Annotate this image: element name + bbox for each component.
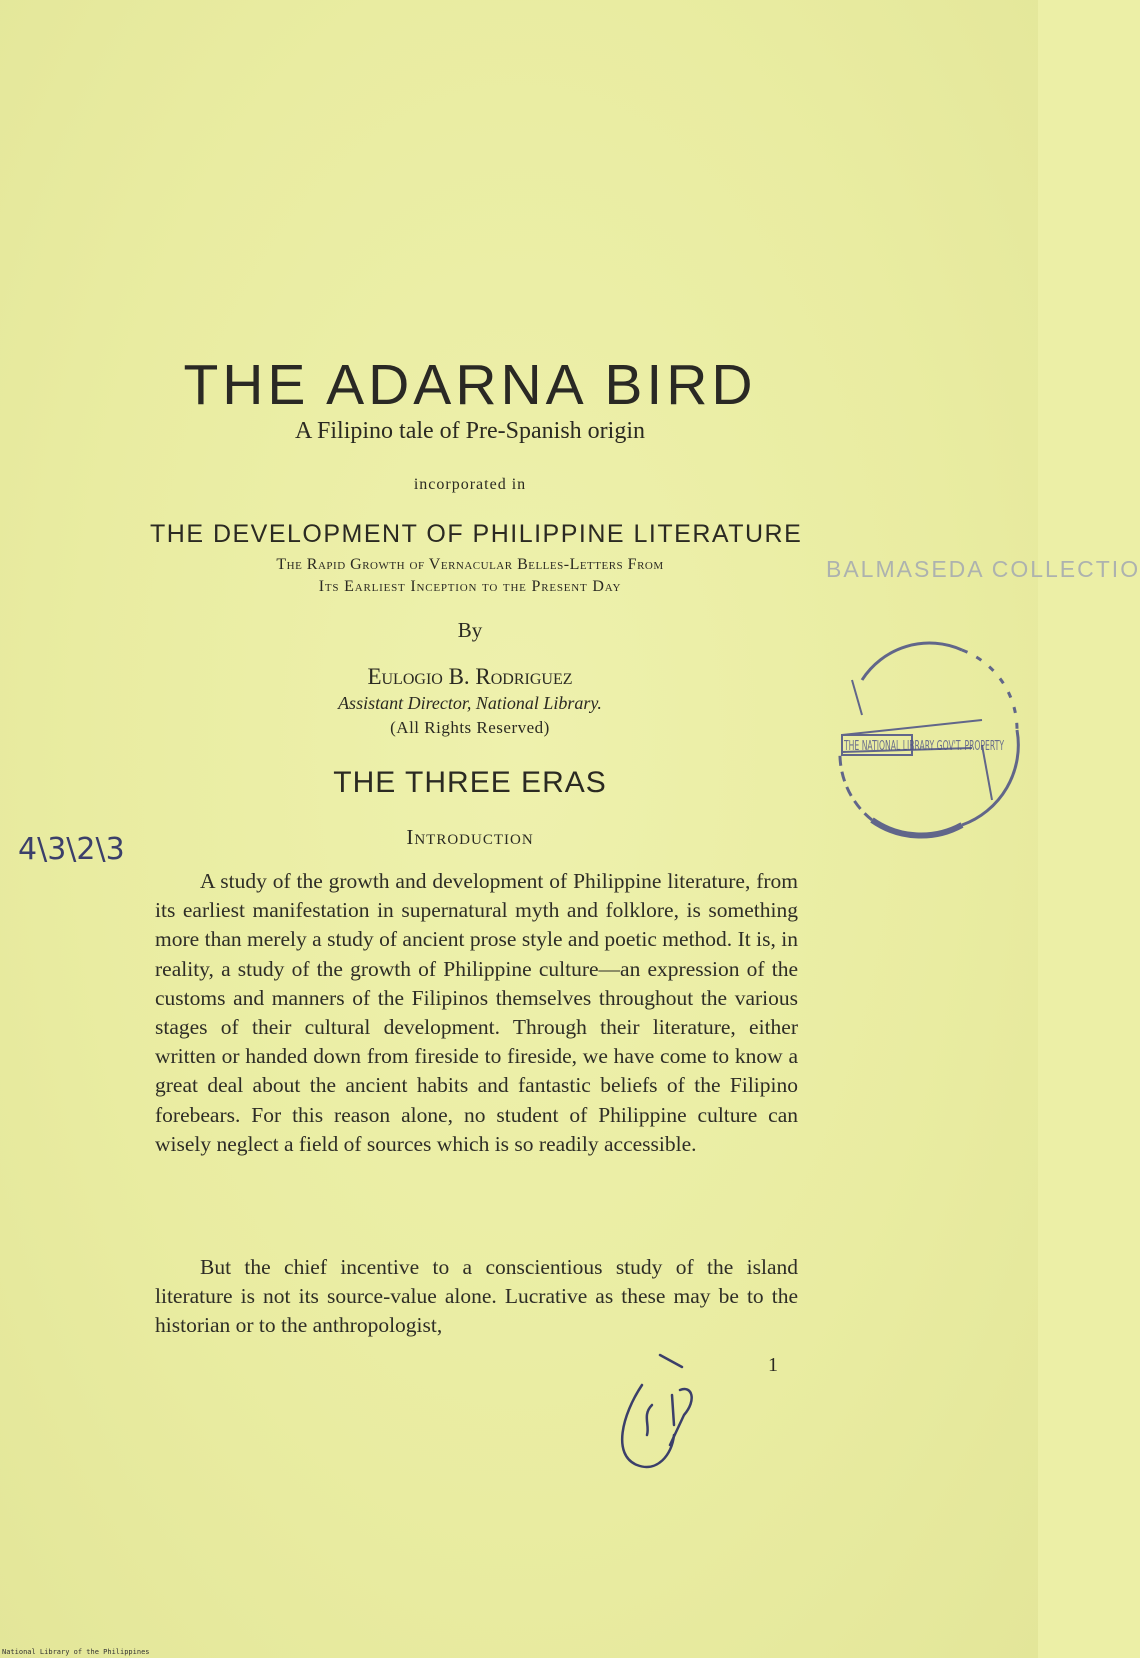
body-paragraph: But the chief incentive to a conscientious study of the island literature is not its source-value alone. Lucrative as these may be to the historian or to the anthropologist,: [155, 1255, 798, 1338]
seal-text: THE NATIONAL LIBRARY GOV'T. PROPERTY: [843, 739, 1005, 754]
body-paragraph: A study of the growth and development of Philippine literature, from its earliest manifestation in supernatural myth and folklore, is something more than merely a study of ancient prose style and poetic method. It is, in reality, a study of the growth of Philippine culture—an expression of the customs and manners of the Filipinos themselves throughout the various stages of their cultural development. Through their literature, either written or handed down from fireside to fireside, we have come to know a great deal about the ancient habits and fantastic beliefs of the Filipino forebears. For this reason alone, no student of Philippine culture can wisely neglect a field of sources which is so readily accessible.: [155, 869, 798, 1156]
by-label: By: [457, 618, 483, 642]
document-title: THE ADARNA BIRD: [183, 353, 757, 417]
collection-stamp: BALMASEDA COLLECTIO: [826, 556, 1140, 582]
handwritten-call-number: 4\3\2\3: [18, 832, 125, 867]
footer-credit: National Library of the Philippines: [2, 1648, 150, 1656]
work-subtitle-line2: Its Earliest Inception to the Present Day: [318, 578, 622, 595]
work-subtitle-line1: The Rapid Growth of Vernacular Belles-Letters From: [276, 556, 664, 573]
page-number: 1: [768, 1354, 778, 1376]
document-subtitle: A Filipino tale of Pre-Spanish origin: [295, 418, 645, 444]
rights-notice: (All Rights Reserved): [390, 718, 550, 737]
work-title: THE DEVELOPMENT OF PHILIPPINE LITERATURE: [150, 520, 803, 548]
section-title: THE THREE ERAS: [333, 766, 607, 799]
author-name: Eulogio B. Rodriguez: [367, 664, 573, 689]
library-seal-icon: [832, 640, 1022, 840]
section-heading: Introduction: [406, 825, 534, 849]
author-role: Assistant Director, National Library.: [338, 693, 602, 713]
handwritten-mark-icon: [612, 1345, 722, 1480]
incorporated-label: incorporated in: [413, 476, 527, 493]
